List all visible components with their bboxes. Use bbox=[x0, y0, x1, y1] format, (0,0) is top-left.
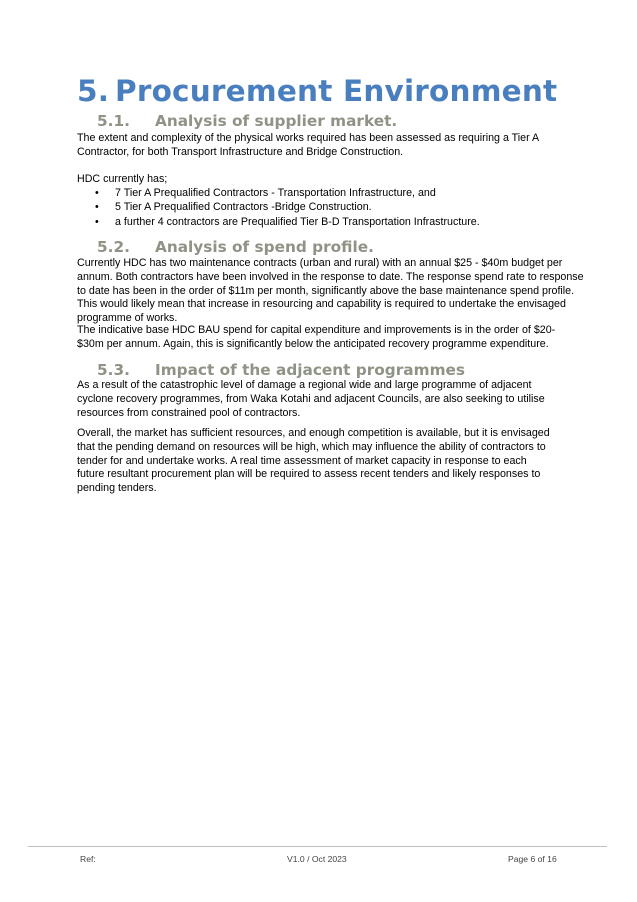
section-heading bbox=[77, 74, 557, 108]
paragraph: The extent and complexity of the physical works required has been assessed as requiring a Tier A Contractor, for both Transport Infrastructure and Bridge Construction. bbox=[77, 132, 540, 158]
subsection-number: 5.2. bbox=[97, 238, 130, 256]
subsection-number: 5.1. bbox=[97, 112, 130, 130]
footer-version: V1.0 / Oct 2023 bbox=[287, 854, 347, 864]
subsection-title: Impact of the adjacent programmes bbox=[155, 361, 465, 379]
footer-ref: Ref: bbox=[80, 854, 96, 864]
paragraph: Currently HDC has two maintenance contracts (urban and rural) with an annual $25 - $40m budget per annum. Both contractors have been involved in the response to date. The response spend rate to response to date has been in the order of $11m per month, significantly above the base maintenance spend profile. This would likely mean that increase in resourcing and capability is required to undertake the envisaged programme of works. bbox=[77, 257, 584, 325]
list-item-text: 5 Tier A Prequalified Contractors -Bridge Construction. bbox=[115, 201, 372, 214]
subsection-title: Analysis of spend profile. bbox=[155, 238, 374, 256]
paragraph: As a result of the catastrophic level of damage a regional wide and large programme of adjacent cyclone recovery programmes, from Waka Kotahi and adjacent Councils, are also seeking to utilise resources from constrained pool of contractors. bbox=[77, 379, 545, 419]
section-number: 5. bbox=[77, 74, 110, 108]
subsection-heading-5-3 bbox=[97, 361, 465, 379]
list-item bbox=[77, 215, 480, 229]
paragraph: Overall, the market has sufficient resources, and enough competition is available, but it is envisaged that the pending demand on resources will be high, which may influence the ability of contractors to tender for and undertake works. A real time assessment of market capacity in response to each future resultant procurement plan will be required to assess recent tenders and likely responses to pending tenders. bbox=[77, 427, 550, 495]
list-item bbox=[77, 186, 480, 200]
list-item-text: a further 4 contractors are Prequalified Tier B-D Transportation Infrastructure. bbox=[115, 215, 480, 228]
bullet-list bbox=[77, 186, 480, 229]
subsection-heading-5-1 bbox=[97, 112, 397, 130]
paragraph: HDC currently has; bbox=[77, 173, 168, 185]
footer-divider bbox=[28, 846, 607, 847]
footer-page-number: Page 6 of 16 bbox=[508, 854, 557, 864]
bullet-icon: • bbox=[95, 187, 99, 199]
list-item-text: 7 Tier A Prequalified Contractors - Transportation Infrastructure, and bbox=[115, 187, 436, 199]
subsection-title: Analysis of supplier market. bbox=[155, 112, 398, 130]
list-item bbox=[77, 200, 480, 214]
subsection-heading-5-2 bbox=[97, 238, 374, 256]
bullet-icon: • bbox=[95, 201, 99, 214]
bullet-icon: • bbox=[95, 215, 99, 228]
subsection-number: 5.3. bbox=[97, 361, 130, 379]
section-title: Procurement Environment bbox=[115, 74, 558, 108]
paragraph: The indicative base HDC BAU spend for capital expenditure and improvements is in the order of $20- $30m per annum. Again, this is significantly below the anticipated recovery programme expenditure. bbox=[77, 324, 556, 350]
